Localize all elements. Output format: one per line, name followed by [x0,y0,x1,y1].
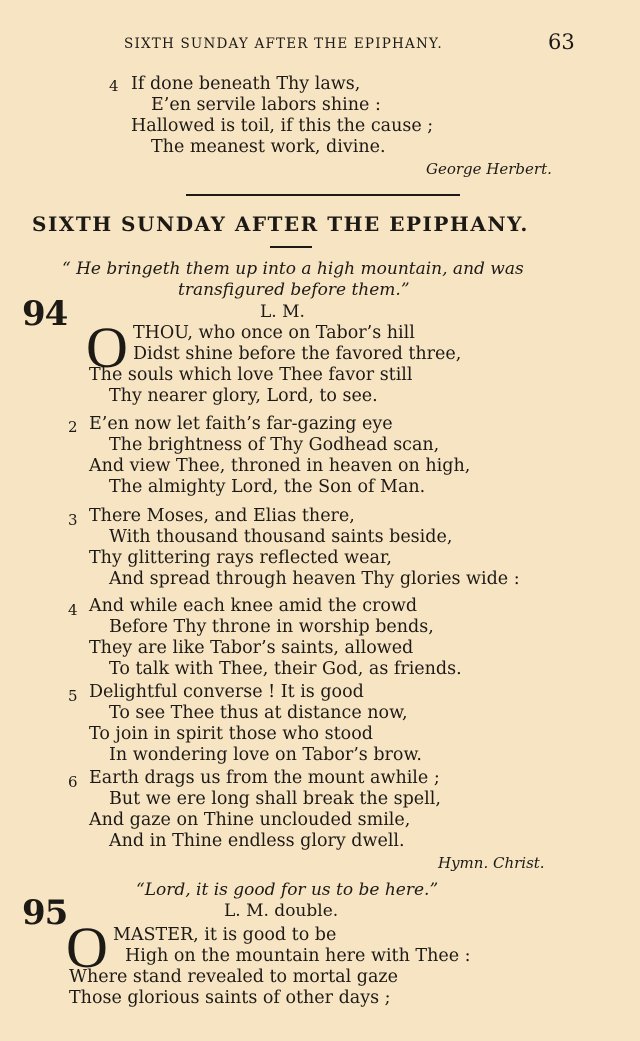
title-underline [270,246,312,248]
verse-line: Didst shine before the favored three, [133,344,462,364]
author-attribution: George Herbert. [426,160,552,178]
verse-line: The brightness of Thy Godhead scan, [109,435,440,455]
verse-number: 2 [68,418,78,436]
verse-line: Earth drags us from the mount awhile ; [89,768,440,788]
verse-line: The almighty Lord, the Son of Man. [109,477,426,497]
verse-line: And in Thine endless glory dwell. [109,831,405,851]
author-attribution: Hymn. Christ. [438,854,545,872]
hymn-number: 95 [22,893,68,933]
section-title: SIXTH SUNDAY AFTER THE EPIPHANY. [32,212,529,236]
epigraph-line: “Lord, it is good for us to be here.” [136,880,439,900]
verse-line: E’en now let faith’s far-gazing eye [89,414,393,434]
verse-line: Where stand revealed to mortal gaze [69,967,398,987]
running-header: SIXTH SUNDAY AFTER THE EPIPHANY. [124,36,443,52]
drop-cap: O [66,915,108,980]
epigraph-line: transfigured before them.” [178,280,410,300]
verse-line: There Moses, and Elias there, [89,506,355,526]
verse-line: MASTER, it is good to be [113,925,337,945]
verse-line: They are like Tabor’s saints, allowed [89,638,414,658]
verse-line: The meanest work, divine. [151,137,386,157]
meter-label: L. M. [260,302,305,322]
verse-line: And spread through heaven Thy glories wide : [109,569,520,589]
epigraph-line: “ He bringeth them up into a high mountain, and was [62,259,524,279]
verse-line: THOU, who once on Tabor’s hill [133,323,415,343]
verse-line: Thy nearer glory, Lord, to see. [109,386,378,406]
hymn-number: 94 [22,294,68,334]
verse-line: In wondering love on Tabor’s brow. [109,745,422,765]
drop-cap: O [86,315,128,380]
section-divider [186,194,460,196]
verse-number: 6 [68,773,78,791]
verse-number: 4 [109,77,119,95]
verse-line: The souls which love Thee favor still [89,365,413,385]
verse-number: 5 [68,687,78,705]
verse-line: To talk with Thee, their God, as friends. [109,659,462,679]
verse-line: To see Thee thus at distance now, [109,703,408,723]
meter-label: L. M. double. [224,901,339,921]
verse-line: If done beneath Thy laws, [131,74,361,94]
verse-line: Hallowed is toil, if this the cause ; [131,116,434,136]
verse-line: Delightful converse ! It is good [89,682,364,702]
verse-line: And gaze on Thine unclouded smile, [89,810,411,830]
verse-number: 3 [68,511,78,529]
page-number: 63 [548,30,575,54]
verse-number: 4 [68,601,78,619]
verse-line: And view Thee, throned in heaven on high, [89,456,471,476]
verse-line: Before Thy throne in worship bends, [109,617,434,637]
verse-line: Thy glittering rays reflected wear, [89,548,392,568]
verse-line: E’en servile labors shine : [151,95,381,115]
verse-line: But we ere long shall break the spell, [109,789,441,809]
verse-line: To join in spirit those who stood [89,724,373,744]
verse-line: And while each knee amid the crowd [89,596,418,616]
verse-line: With thousand thousand saints beside, [109,527,453,547]
verse-line: Those glorious saints of other days ; [69,988,391,1008]
verse-line: High on the mountain here with Thee : [125,946,471,966]
